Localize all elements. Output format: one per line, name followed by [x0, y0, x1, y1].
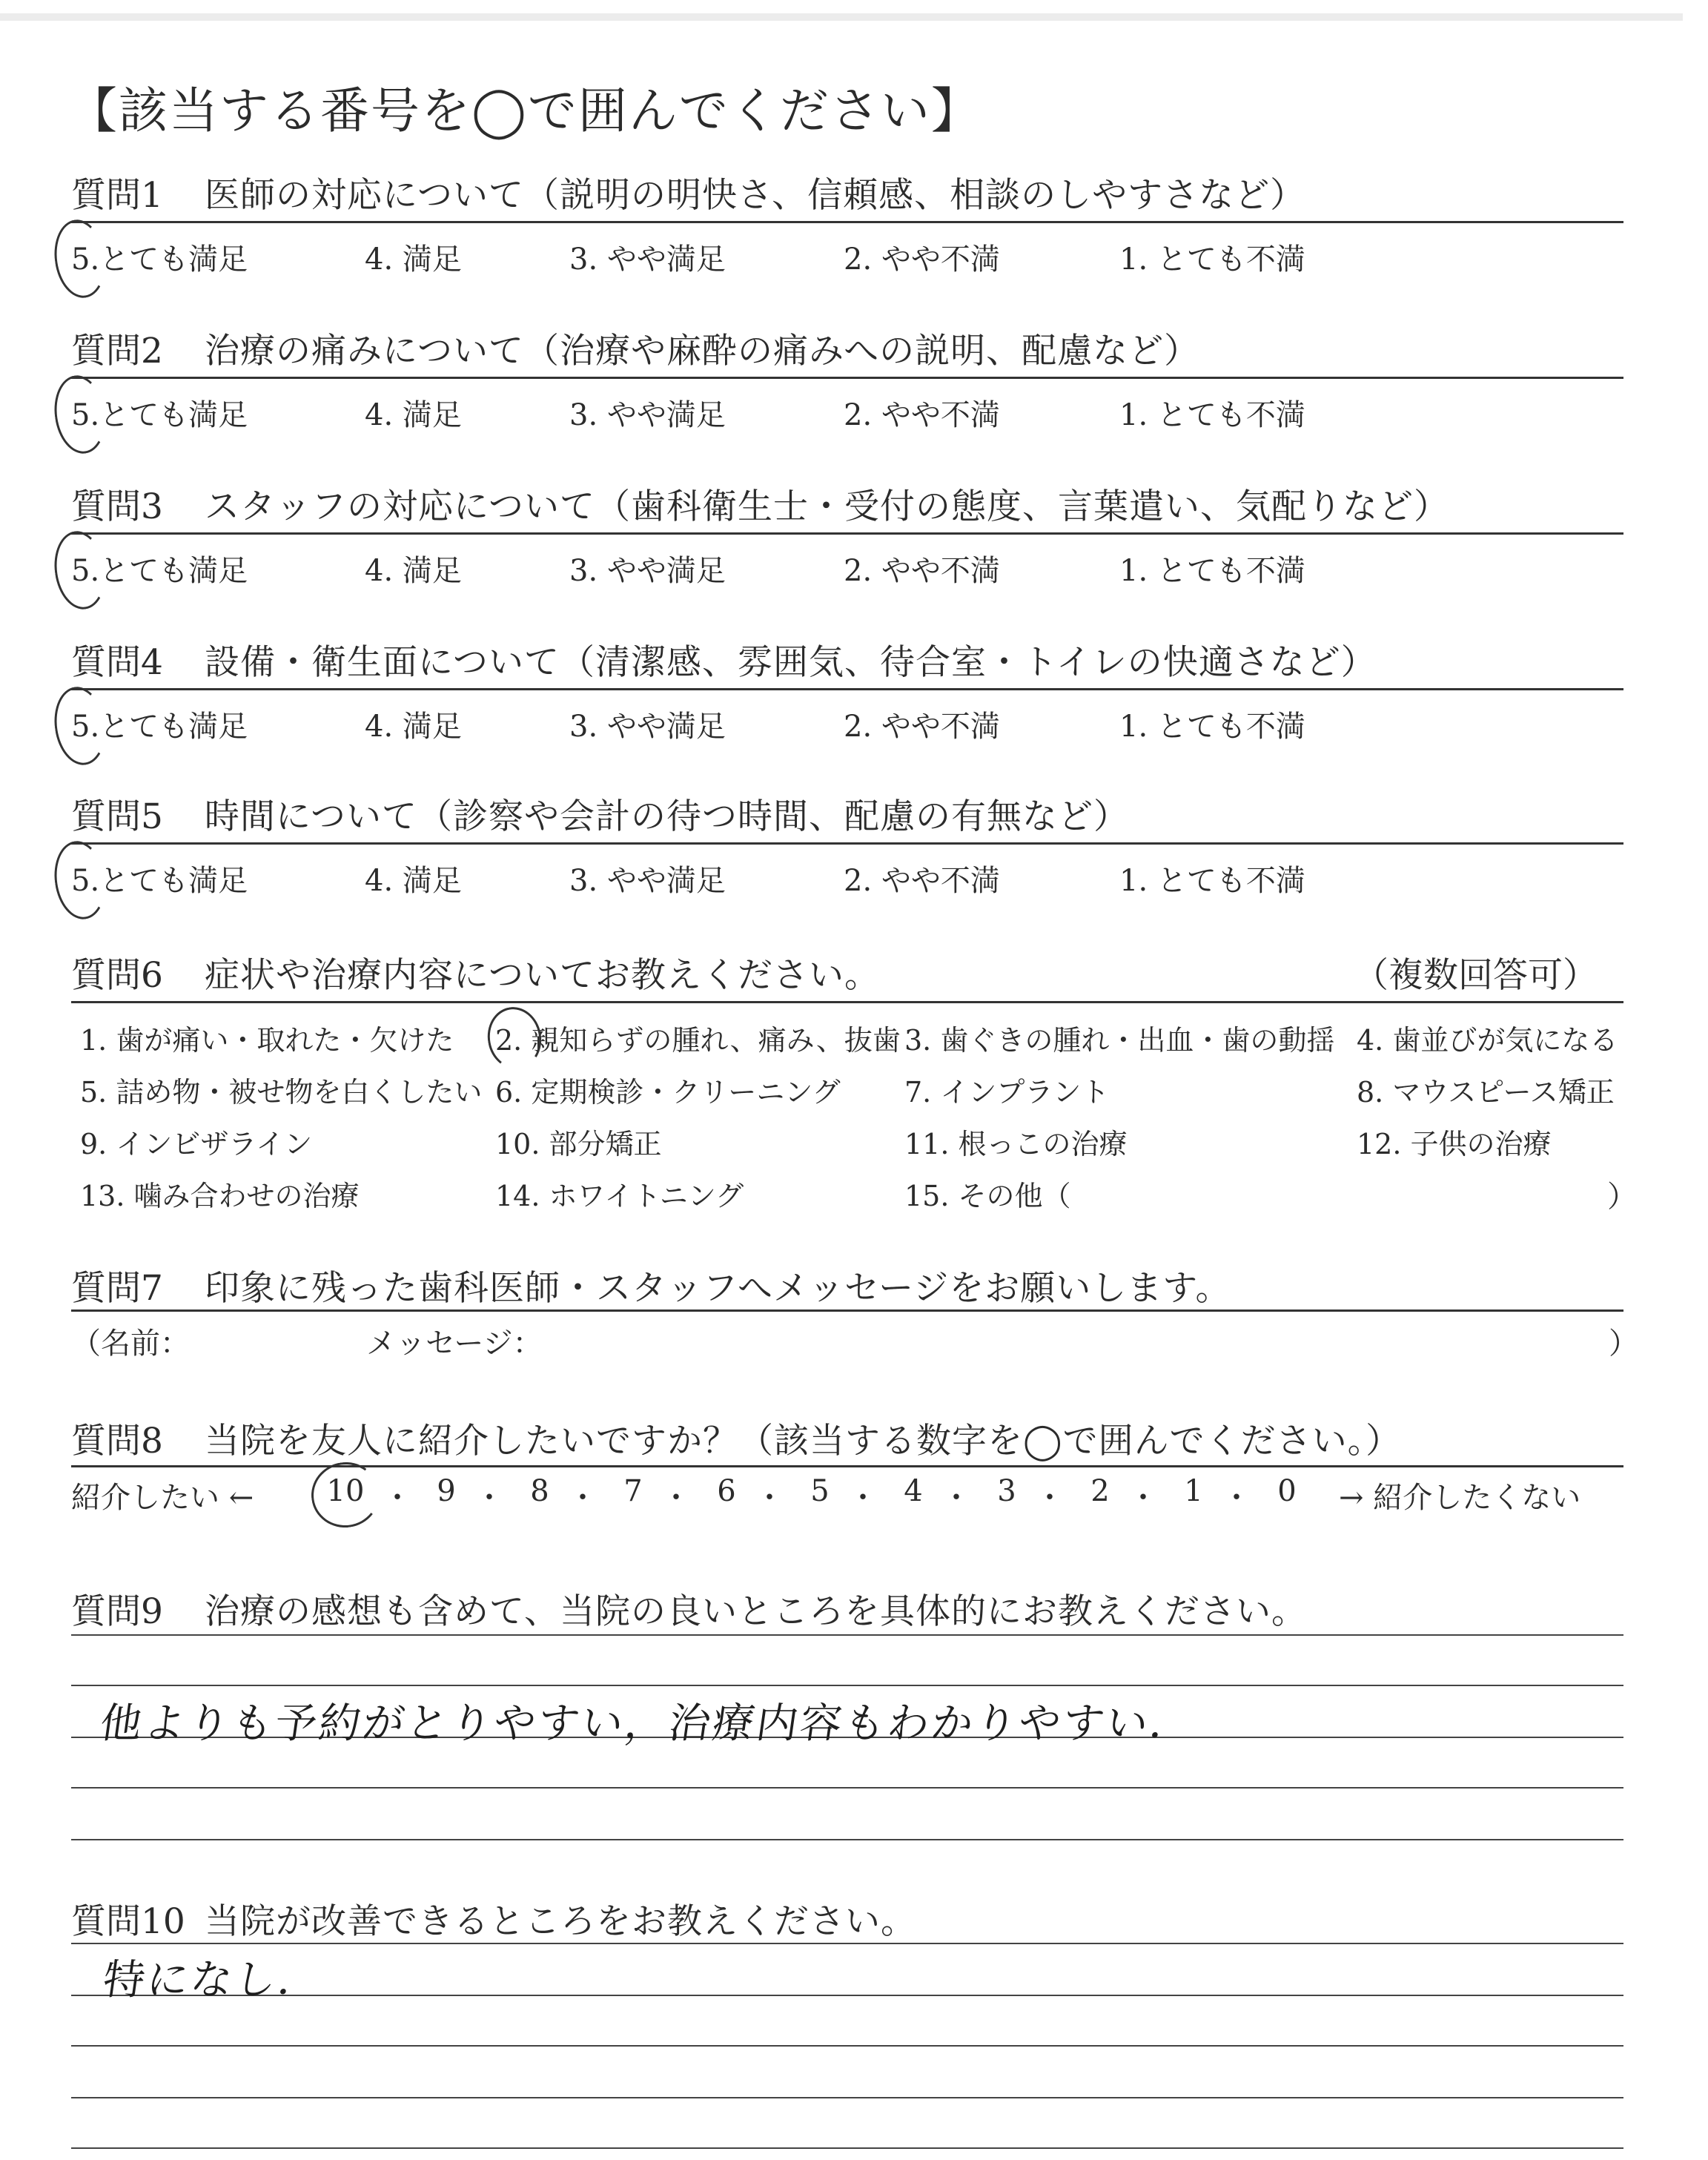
symptom-option-10[interactable]: 10. 部分矯正	[495, 1128, 662, 1160]
rating-option-3[interactable]: 3. やや満足	[569, 710, 726, 744]
rating-option-5[interactable]: 5.とても満足	[71, 392, 248, 434]
rating-option-5[interactable]: 5.とても満足	[71, 857, 248, 899]
answer-line	[71, 1943, 1623, 1944]
question-rule	[71, 377, 1623, 379]
rating-option-2[interactable]: 2. やや不満	[844, 554, 1000, 588]
question-text: 印象に残った歯科医師・スタッフへメッセージをお願いします。	[205, 1268, 1231, 1309]
answer-line	[71, 2045, 1623, 2047]
question-7	[71, 1261, 1231, 1310]
question-rule	[71, 532, 1623, 535]
name-label: （名前：	[71, 1327, 190, 1361]
rating-option-5[interactable]: 5.とても満足	[71, 703, 248, 745]
scale-option-9[interactable]: 9	[437, 1474, 456, 1508]
question-number: 質問4	[71, 642, 163, 683]
rating-option-2[interactable]: 2. やや不満	[844, 398, 1000, 432]
question-text: 設備・衛生面について（清潔感、雰囲気、待合室・トイレの快適さなど）	[205, 642, 1377, 683]
rating-option-2[interactable]: 2. やや不満	[844, 864, 1000, 898]
rating-option-3[interactable]: 3. やや満足	[569, 864, 726, 898]
rating-option-1[interactable]: 1. とても不満	[1119, 398, 1305, 432]
symptom-option-1[interactable]: 1. 歯が痛い・取れた・欠けた	[80, 1024, 454, 1057]
scale-option-6[interactable]: 6	[717, 1474, 736, 1508]
question-rule	[71, 1309, 1623, 1312]
scale-separator: ・	[474, 1481, 504, 1515]
selection-circle	[50, 838, 110, 922]
question-3	[71, 479, 1449, 529]
rating-option-2[interactable]: 2. やや不満	[844, 710, 1000, 744]
answer-line	[71, 1839, 1623, 1840]
selection-circle	[50, 528, 110, 612]
symptom-option-5[interactable]: 5. 詰め物・被せ物を白くしたい	[80, 1076, 483, 1109]
question-1	[71, 168, 1305, 217]
scale-option-2[interactable]: 2	[1090, 1474, 1110, 1508]
scale-option-0[interactable]: 0	[1277, 1474, 1297, 1508]
scale-separator: ・	[848, 1481, 878, 1515]
rating-option-4[interactable]: 4. 満足	[365, 864, 462, 898]
q10-handwritten-answer[interactable]: 特になし．	[99, 1956, 325, 2004]
symptom-option-6[interactable]: 6. 定期検診・クリーニング	[495, 1076, 841, 1109]
question-text: 時間について（診察や会計の待つ時間、配慮の有無など）	[205, 796, 1130, 837]
symptom-option-3[interactable]: 3. 歯ぐきの腫れ・出血・歯の動揺	[904, 1024, 1335, 1057]
scale-option-4[interactable]: 4	[904, 1474, 923, 1508]
question-number: 質問1	[71, 175, 163, 216]
question-5	[71, 789, 1129, 839]
question-number: 質問6	[71, 955, 163, 996]
symptom-option-12[interactable]: 12. 子供の治療	[1357, 1128, 1552, 1160]
page-title: 【該当する番号を◯で囲んでください】	[68, 82, 982, 139]
rating-option-5[interactable]: 5.とても満足	[71, 547, 248, 589]
symptom-option-11[interactable]: 11. 根っこの治療	[904, 1128, 1128, 1160]
rating-option-3[interactable]: 3. やや満足	[569, 242, 726, 277]
message-close-paren: ）	[1609, 1327, 1638, 1361]
question-number: 質問2	[71, 331, 163, 371]
question-rule	[71, 221, 1623, 223]
scale-option-7[interactable]: 7	[623, 1474, 643, 1508]
rating-option-1[interactable]: 1. とても不満	[1119, 710, 1305, 744]
question-text: 当院が改善できるところをお教えください。	[205, 1901, 916, 1942]
answer-line	[71, 2147, 1623, 2149]
question-text: スタッフの対応について（歯科衛生士・受付の態度、言葉遣い、気配りなど）	[205, 486, 1450, 527]
rating-option-4[interactable]: 4. 満足	[365, 710, 462, 744]
symptom-option-2[interactable]: 2. 親知らずの腫れ、痛み、抜歯	[495, 1017, 901, 1058]
question-number: 質問9	[71, 1591, 163, 1632]
question-9	[71, 1584, 1307, 1634]
question-rule	[71, 1001, 1623, 1003]
other-close-paren: ）	[1607, 1180, 1637, 1214]
scale-left-label: 紹介したい ←	[71, 1481, 254, 1515]
answer-line	[71, 2097, 1623, 2098]
scale-separator: ・	[383, 1481, 412, 1515]
scale-separator: ・	[755, 1481, 784, 1515]
scale-option-8[interactable]: 8	[530, 1474, 549, 1508]
rating-option-2[interactable]: 2. やや不満	[844, 242, 1000, 277]
question-rule	[71, 842, 1623, 845]
answer-line	[71, 1787, 1623, 1789]
scale-option-10[interactable]: 10	[323, 1474, 368, 1508]
question-text: 症状や治療内容についてお教えください。	[205, 955, 881, 996]
multiple-answer-note: （複数回答可）	[1354, 955, 1598, 996]
symptom-option-13[interactable]: 13. 噛み合わせの治療	[80, 1180, 360, 1212]
scale-option-1[interactable]: 1	[1184, 1474, 1203, 1508]
scale-separator: ・	[941, 1481, 971, 1515]
message-label: メッセージ：	[366, 1327, 543, 1361]
question-6	[71, 948, 880, 997]
rating-option-4[interactable]: 4. 満足	[365, 242, 462, 277]
rating-option-5[interactable]: 5.とても満足	[71, 236, 248, 278]
symptom-option-4[interactable]: 4. 歯並びが気になる	[1357, 1024, 1618, 1057]
scale-separator: ・	[661, 1481, 691, 1515]
selection-circle	[307, 1458, 383, 1532]
question-number: 質問5	[71, 796, 163, 837]
question-number: 質問7	[71, 1268, 163, 1309]
rating-option-4[interactable]: 4. 満足	[365, 554, 462, 588]
question-number: 質問3	[71, 486, 163, 527]
question-rule	[71, 1465, 1623, 1467]
question-2	[71, 323, 1199, 373]
answer-line	[71, 1634, 1623, 1636]
question-number: 質問8	[71, 1421, 163, 1462]
symptom-option-8[interactable]: 8. マウスピース矯正	[1357, 1076, 1615, 1109]
scale-separator: ・	[1035, 1481, 1065, 1515]
question-text: 医師の対応について（説明の明快さ、信頼感、相談のしやすさなど）	[205, 175, 1306, 216]
selection-circle	[50, 217, 110, 301]
scale-separator: ・	[568, 1481, 598, 1515]
question-rule	[71, 688, 1623, 690]
selection-circle	[50, 372, 110, 457]
question-text: 当院を友人に紹介したいですか？（該当する数字を◯で囲んでください。）	[205, 1421, 1402, 1462]
question-text: 治療の痛みについて（治療や麻酔の痛みへの説明、配慮など）	[205, 331, 1200, 371]
question-8	[71, 1413, 1401, 1463]
scale-option-3[interactable]: 3	[997, 1474, 1016, 1508]
rating-option-4[interactable]: 4. 満足	[365, 398, 462, 432]
rating-option-1[interactable]: 1. とても不満	[1119, 864, 1305, 898]
scale-separator: ・	[1222, 1481, 1251, 1515]
question-4	[71, 635, 1377, 684]
rating-option-1[interactable]: 1. とても不満	[1119, 242, 1305, 277]
scale-right-label: → 紹介したくない	[1339, 1481, 1581, 1515]
rating-option-3[interactable]: 3. やや満足	[569, 554, 726, 588]
q9-handwritten-answer[interactable]: 他よりも予約がとりやすい，治療内容もわかりやすい．	[96, 1700, 1197, 1748]
symptom-options	[80, 1017, 1637, 1214]
selection-circle	[50, 684, 110, 768]
selection-circle	[483, 1003, 546, 1073]
question-10	[71, 1894, 916, 1943]
recommend-scale	[71, 1474, 1628, 1526]
rating-option-3[interactable]: 3. やや満足	[569, 398, 726, 432]
scale-option-5[interactable]: 5	[810, 1474, 830, 1508]
scale-separator: ・	[1128, 1481, 1158, 1515]
scan-top-edge	[0, 13, 1683, 21]
answer-line	[71, 1685, 1623, 1686]
symptom-option-9[interactable]: 9. インビザライン	[80, 1128, 313, 1160]
symptom-option-14[interactable]: 14. ホワイトニング	[495, 1180, 744, 1212]
symptom-option-7[interactable]: 7. インプラント	[904, 1076, 1110, 1109]
rating-option-1[interactable]: 1. とても不満	[1119, 554, 1305, 588]
question-text: 治療の感想も含めて、当院の良いところを具体的にお教えください。	[205, 1591, 1308, 1632]
symptom-option-15[interactable]: 15. その他（	[904, 1180, 1071, 1212]
question-number: 質問10	[71, 1901, 185, 1942]
